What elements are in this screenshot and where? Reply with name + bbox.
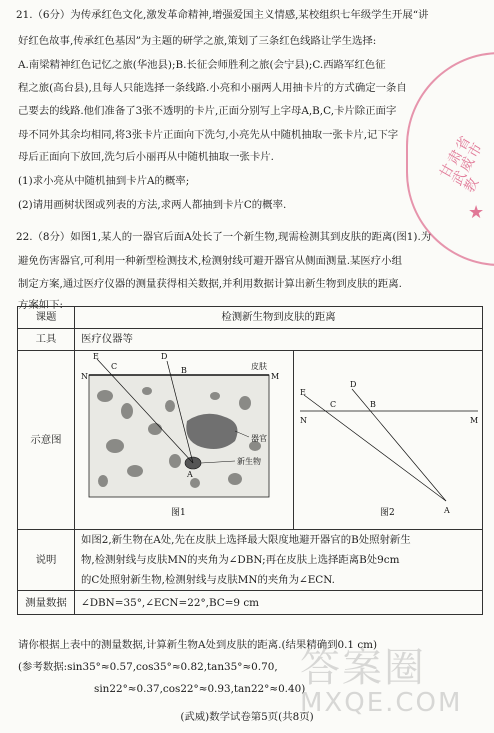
tool-value: 医疗仪器等 [75, 329, 483, 351]
q21-sub-2: (2)请用画树状图或列表的方法,求两人都抽到卡片C的概率. [18, 199, 287, 211]
q22-line-2: 避免伤害器官,可利用一种新型检测技术,检测射线可避开器官从侧面测量.某医疗小组 [18, 255, 402, 267]
fig1-label-N: N [81, 372, 88, 381]
figure-2 [294, 351, 482, 527]
plan-table [17, 306, 483, 615]
q21-line-3: A.南梁精神红色记忆之旅(华池县);B.长征会师胜利之旅(会宁县);C.西路军红色征 [18, 59, 386, 71]
fig1-label-C: C [111, 362, 118, 371]
tissue-region [89, 375, 269, 497]
q22-after-1: 请你根据上表中的测量数据,计算新生物A处到皮肤的距离.(结果精确到0.1 cm) [18, 639, 378, 651]
fig2-label-B: B [370, 400, 376, 409]
watermark-main: 答案圈 [300, 645, 426, 691]
row-data [18, 591, 483, 615]
fig2-label-E: E [300, 388, 306, 397]
row-topic [18, 307, 483, 329]
fig1-label-M: M [271, 372, 280, 381]
topic-value: 检测新生物到皮肤的距离 [75, 307, 483, 329]
watermark-url: MXQE.COM [300, 688, 463, 718]
fig2-label-N: N [300, 416, 307, 425]
q21-line-2: 好红色故事,传承红色基因”为主题的研学之旅,策划了三条红色线路让学生选择: [18, 35, 377, 47]
fig1-label-skin: 皮肤 [251, 362, 267, 371]
fig2-label-D: D [350, 380, 357, 389]
seal-text: 甘肃省武威市教 [437, 131, 488, 196]
q22-line-1: 22.（8分）如图1,某人的一器官后面A处长了一个新生物,现需检测其到皮肤的距离(图1).为 [16, 231, 432, 243]
q22-line-4: 方案如下: [18, 299, 64, 311]
figure-1-cell [75, 351, 294, 530]
row-diagram [18, 351, 483, 530]
row-explain [18, 530, 483, 591]
fig2-label-A: A [444, 506, 450, 515]
fig1-caption: 图1 [171, 508, 186, 518]
topic-label: 课题 [18, 307, 75, 329]
fig1-label-E: E [93, 352, 99, 361]
explain-line-2: 物,检测射线与皮肤MN的夹角为∠DBN;再在皮肤上选择距离B处9cm [81, 554, 400, 567]
q22-after-3: sin22°≈0.37,cos22°≈0.93,tan22°≈0.40) [94, 683, 306, 695]
q21-line-7: 母后正面向下放回,洗匀后小丽再从中随机抽取一张卡片. [18, 151, 274, 163]
page-footer: (武威)数学试卷第5页(共8页) [180, 711, 314, 723]
q22-after-2: (参考数据:sin35°≈0.57,cos35°≈0.82,tan35°≈0.70, [18, 661, 278, 673]
explain-line-3: 的C处照射新生物,检测射线与皮肤MN的夹角为∠ECN. [81, 574, 335, 587]
explain-label: 说明 [18, 530, 75, 591]
q21-line-4: 程之旅(高台县),且每人只能选择一条线路.小亮和小丽两人用抽卡片的方式确定一条自 [18, 82, 407, 94]
q21-line-1: 21.（6分）为传承红色文化,激发革命精神,增强爱国主义情感,某校组织七年级学生开展“讲 [16, 9, 429, 21]
figure-1 [75, 351, 293, 527]
q21-line-6: 母不同外其余均相同,将3张卡片正面向下洗匀,小亮先从中随机抽取一张卡片,记下字 [18, 129, 399, 141]
fig1-label-organ: 器官 [251, 434, 267, 443]
data-value: ∠DBN=35°,∠ECN=22°,BC=9 cm [75, 591, 483, 615]
fig2-label-C: C [330, 400, 337, 409]
fig2-caption: 图2 [380, 508, 395, 518]
fig2-ray-d [352, 389, 446, 501]
fig1-label-B: B [181, 366, 187, 375]
fig1-label-growth: 新生物 [237, 457, 261, 466]
q21-sub-1: (1)求小亮从中随机抽到卡片A的概率; [18, 175, 190, 187]
seal-star-icon: ★ [468, 202, 485, 223]
fig2-label-M: M [470, 416, 479, 425]
tool-label: 工具 [18, 329, 75, 351]
q22-line-3: 制定方案,通过医疗仪器的测量获得相关数据,并利用数据计算出新生物到皮肤的距离. [18, 278, 402, 290]
figure-2-cell [294, 351, 483, 530]
data-label: 测量数据 [18, 591, 75, 615]
fig1-label-D: D [161, 352, 168, 361]
diagram-label: 示意图 [18, 351, 75, 530]
row-tool [18, 329, 483, 351]
fig1-label-A: A [187, 470, 193, 479]
explain-text [75, 530, 483, 591]
q21-line-5: 己要去的线路.他们准备了3张不透明的卡片,正面分别写上字母A,B,C,卡片除正面字 [18, 105, 397, 117]
explain-line-1: 如图2,新生物在A处,先在皮肤上选择最大限度地避开器官的B处照射新生 [81, 534, 411, 547]
